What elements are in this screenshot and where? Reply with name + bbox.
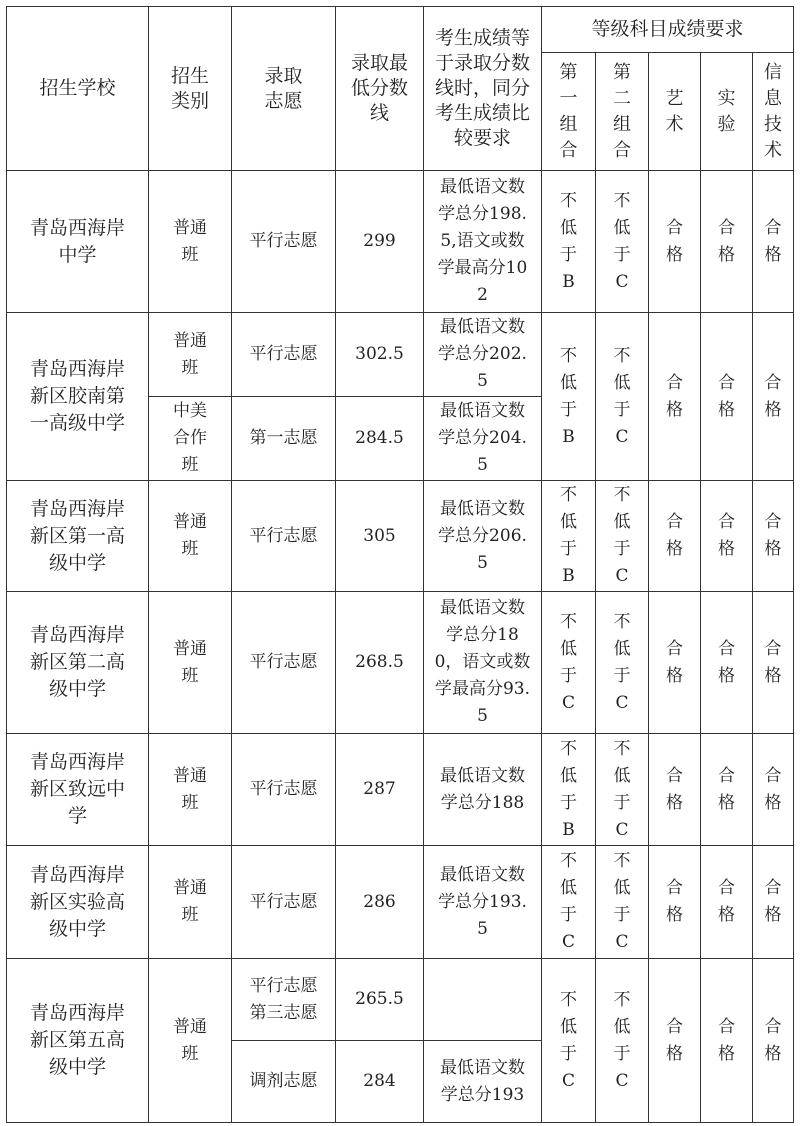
group1-cell: 不低于C bbox=[542, 592, 596, 734]
lab-cell: 合格 bbox=[701, 846, 753, 959]
category-cell: 普通班 bbox=[149, 481, 232, 592]
table-row bbox=[7, 313, 794, 397]
header-tie-rule: 考生成绩等于录取分数线时，同分考生成绩比较要求 bbox=[424, 7, 542, 171]
table-row bbox=[7, 481, 794, 592]
group1-cell: 不低于B bbox=[542, 313, 596, 481]
category-cell: 普通班 bbox=[149, 959, 232, 1123]
header-category: 招生类别 bbox=[149, 7, 232, 171]
category-cell: 普通班 bbox=[149, 171, 232, 313]
volunteer-cell: 平行志愿 bbox=[232, 846, 336, 959]
art-cell: 合格 bbox=[649, 846, 701, 959]
category-cell: 普通班 bbox=[149, 734, 232, 846]
category-cell: 普通班 bbox=[149, 313, 232, 397]
header-art: 艺术 bbox=[649, 53, 701, 171]
lab-cell: 合格 bbox=[701, 592, 753, 734]
school-cell: 青岛西海岸新区胶南第一高级中学 bbox=[7, 313, 149, 481]
art-cell: 合格 bbox=[649, 959, 701, 1123]
volunteer-cell: 平行志愿 bbox=[232, 592, 336, 734]
score-cell: 302.5 bbox=[336, 313, 424, 397]
volunteer-cell: 平行志愿 bbox=[232, 734, 336, 846]
group2-cell: 不低于C bbox=[596, 481, 649, 592]
tie-rule-cell: 最低语文数学总分206.5 bbox=[424, 481, 542, 592]
art-cell: 合格 bbox=[649, 481, 701, 592]
header-school: 招生学校 bbox=[7, 7, 149, 171]
header-grade-requirements: 等级科目成绩要求 bbox=[542, 7, 794, 53]
tie-rule-cell: 最低语文数学总分193 bbox=[424, 1041, 542, 1123]
lab-cell: 合格 bbox=[701, 734, 753, 846]
score-cell: 286 bbox=[336, 846, 424, 959]
group2-cell: 不低于C bbox=[596, 171, 649, 313]
header-it: 信息技术 bbox=[753, 53, 794, 171]
header-lab: 实验 bbox=[701, 53, 753, 171]
school-cell: 青岛西海岸新区第二高级中学 bbox=[7, 592, 149, 734]
art-cell: 合格 bbox=[649, 171, 701, 313]
category-cell: 普通班 bbox=[149, 846, 232, 959]
score-cell: 265.5 bbox=[336, 959, 424, 1041]
admission-table bbox=[6, 6, 794, 1123]
tie-rule-cell: 最低语文数学总分193.5 bbox=[424, 846, 542, 959]
table-row bbox=[7, 171, 794, 313]
header-min-score: 录取最低分数线 bbox=[336, 7, 424, 171]
lab-cell: 合格 bbox=[701, 481, 753, 592]
it-cell: 合格 bbox=[753, 481, 794, 592]
volunteer-cell: 平行志愿 bbox=[232, 171, 336, 313]
score-cell: 284 bbox=[336, 1041, 424, 1123]
score-cell: 287 bbox=[336, 734, 424, 846]
group1-cell: 不低于B bbox=[542, 171, 596, 313]
header-group1: 第一组合 bbox=[542, 53, 596, 171]
tie-rule-cell: 最低语文数学总分188 bbox=[424, 734, 542, 846]
tie-rule-cell: 最低语文数学总分202.5 bbox=[424, 313, 542, 397]
lab-cell: 合格 bbox=[701, 959, 753, 1123]
score-cell: 268.5 bbox=[336, 592, 424, 734]
volunteer-cell: 调剂志愿 bbox=[232, 1041, 336, 1123]
score-cell: 305 bbox=[336, 481, 424, 592]
tie-rule-cell: 最低语文数学总分204.5 bbox=[424, 397, 542, 481]
volunteer-cell: 平行志愿 bbox=[232, 481, 336, 592]
table-row bbox=[7, 846, 794, 959]
it-cell: 合格 bbox=[753, 313, 794, 481]
school-cell: 青岛西海岸新区实验高级中学 bbox=[7, 846, 149, 959]
school-cell: 青岛西海岸新区第一高级中学 bbox=[7, 481, 149, 592]
it-cell: 合格 bbox=[753, 171, 794, 313]
group2-cell: 不低于C bbox=[596, 734, 649, 846]
volunteer-cell: 平行志愿第三志愿 bbox=[232, 959, 336, 1041]
it-cell: 合格 bbox=[753, 592, 794, 734]
tie-rule-cell: 最低语文数学总分198.5,语文或数学最高分102 bbox=[424, 171, 542, 313]
volunteer-cell: 平行志愿 bbox=[232, 313, 336, 397]
table-row bbox=[7, 592, 794, 734]
volunteer-cell: 第一志愿 bbox=[232, 397, 336, 481]
table-row bbox=[7, 959, 794, 1041]
it-cell: 合格 bbox=[753, 734, 794, 846]
group2-cell: 不低于C bbox=[596, 959, 649, 1123]
score-cell: 284.5 bbox=[336, 397, 424, 481]
tie-rule-cell bbox=[424, 959, 542, 1041]
group1-cell: 不低于C bbox=[542, 959, 596, 1123]
group1-cell: 不低于B bbox=[542, 734, 596, 846]
group1-cell: 不低于B bbox=[542, 481, 596, 592]
group2-cell: 不低于C bbox=[596, 592, 649, 734]
art-cell: 合格 bbox=[649, 592, 701, 734]
group2-cell: 不低于C bbox=[596, 846, 649, 959]
it-cell: 合格 bbox=[753, 959, 794, 1123]
category-cell: 中美合作班 bbox=[149, 397, 232, 481]
tie-rule-cell: 最低语文数学总分180，语文或数学最高分93.5 bbox=[424, 592, 542, 734]
group1-cell: 不低于C bbox=[542, 846, 596, 959]
lab-cell: 合格 bbox=[701, 313, 753, 481]
art-cell: 合格 bbox=[649, 734, 701, 846]
category-cell: 普通班 bbox=[149, 592, 232, 734]
school-cell: 青岛西海岸新区第五高级中学 bbox=[7, 959, 149, 1123]
it-cell: 合格 bbox=[753, 846, 794, 959]
art-cell: 合格 bbox=[649, 313, 701, 481]
score-cell: 299 bbox=[336, 171, 424, 313]
header-group2: 第二组合 bbox=[596, 53, 649, 171]
header-volunteer: 录取志愿 bbox=[232, 7, 336, 171]
school-cell: 青岛西海岸中学 bbox=[7, 171, 149, 313]
table-row bbox=[7, 734, 794, 846]
group2-cell: 不低于C bbox=[596, 313, 649, 481]
school-cell: 青岛西海岸新区致远中学 bbox=[7, 734, 149, 846]
lab-cell: 合格 bbox=[701, 171, 753, 313]
